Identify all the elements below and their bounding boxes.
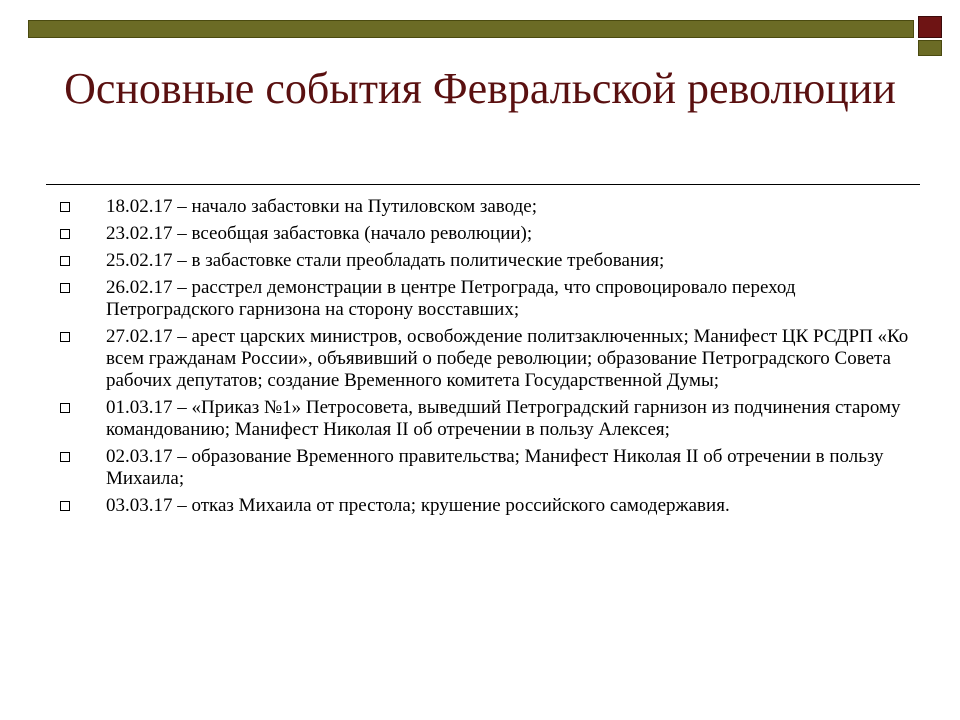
- square-bullet-icon: [60, 452, 70, 462]
- list-item: [60, 250, 910, 272]
- title-divider: [46, 184, 920, 185]
- square-bullet-icon: [60, 501, 70, 511]
- corner-decor-red: [918, 16, 942, 38]
- square-bullet-icon: [60, 256, 70, 266]
- event-text: 02.03.17 – образование Временного правительства; Манифест Николая II об отречении в пользу Михаила;: [106, 446, 884, 489]
- event-text: 03.03.17 – отказ Михаила от престола; крушение российского самодержавия.: [106, 495, 730, 516]
- list-item: [60, 446, 910, 490]
- event-text: 26.02.17 – расстрел демонстрации в центре Петрограда, что спровоцировало переход Петроградского гарнизона на сторону восставших;: [106, 277, 796, 320]
- event-text: 27.02.17 – арест царских министров, освобождение политзаключенных; Манифест ЦК РСДРП «Ко всем гражданам России», объявивший о победе революции; образование Петроградского Совета рабочих депутатов; создание Временного комитета Государственной Думы;: [106, 326, 909, 391]
- square-bullet-icon: [60, 283, 70, 293]
- list-item: [60, 223, 910, 245]
- event-text: 25.02.17 – в забастовке стали преобладать политические требования;: [106, 250, 665, 271]
- header-decor-bar: [28, 20, 914, 38]
- square-bullet-icon: [60, 202, 70, 212]
- square-bullet-icon: [60, 332, 70, 342]
- corner-decor-olive: [918, 40, 942, 56]
- list-item: [60, 397, 910, 441]
- event-text: 23.02.17 – всеобщая забастовка (начало революции);: [106, 223, 533, 244]
- events-list: [60, 196, 910, 522]
- slide-title: Основные события Февральской революции: [64, 64, 896, 113]
- event-text: 01.03.17 – «Приказ №1» Петросовета, выведший Петроградский гарнизон из подчинения старому командованию; Манифест Николая II об отречении в пользу Алексея;: [106, 397, 901, 440]
- square-bullet-icon: [60, 229, 70, 239]
- list-item: [60, 277, 910, 321]
- list-item: [60, 196, 910, 218]
- list-item: [60, 326, 910, 392]
- square-bullet-icon: [60, 403, 70, 413]
- list-item: [60, 495, 910, 517]
- event-text: 18.02.17 – начало забастовки на Путиловском заводе;: [106, 196, 537, 217]
